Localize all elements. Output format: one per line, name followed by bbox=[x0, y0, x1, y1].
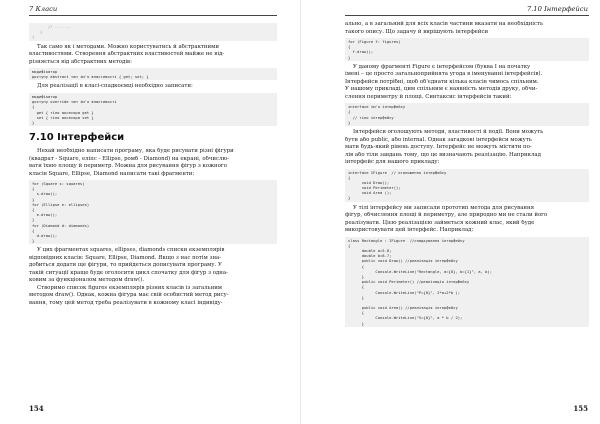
paragraph-line: Так само як і методами. Можно користуватись й абстрактними bbox=[37, 43, 219, 50]
code-line: { bbox=[32, 207, 35, 212]
running-head-right: 7.10 Інтерфейси bbox=[526, 5, 588, 13]
code-line: Console.WriteLine("S={0}", a * b / 2); bbox=[348, 315, 463, 321]
code-line: } bbox=[32, 217, 35, 223]
code-line: } bbox=[348, 119, 351, 125]
code-line: get { тіло аксесора get } bbox=[32, 109, 94, 115]
paragraph-line: У тілі інтерфейсу ми записали прототип метода для рисування bbox=[353, 204, 535, 211]
paragraph-line: добиться додати ще фігури, то прийдеться дописувати програму. У bbox=[29, 262, 222, 269]
code-line: доступу override тип ім'я властивості bbox=[32, 99, 117, 105]
code-line: модифікатор bbox=[32, 93, 58, 99]
code-line: { bbox=[348, 242, 351, 248]
left-page-body bbox=[29, 21, 277, 307]
paragraph-line: такій ситуації краще буде оголосити цикл спочатку для фігур з одна- bbox=[29, 269, 228, 276]
paragraph-line: реалізувати. Цією реалізацією займеться кожний клас, який буде bbox=[345, 219, 535, 226]
code-line: s.draw(); bbox=[32, 191, 58, 197]
code-line: } bbox=[32, 119, 35, 125]
paragraph-line: вання, тому цей метод треба реалізувати в кожному класі індивіду- bbox=[29, 299, 223, 306]
code-block-loops bbox=[29, 180, 277, 244]
code-line: set { тіло аксесора set } bbox=[32, 114, 94, 120]
code-line: { bbox=[32, 186, 35, 192]
code-line: } bbox=[348, 294, 365, 300]
code-line: { bbox=[348, 310, 365, 316]
code-block-ifigure bbox=[345, 169, 589, 202]
code-line: Console.WriteLine("P={0}", 2*a+2*b ); bbox=[348, 289, 461, 295]
code-block-abstract bbox=[29, 68, 277, 80]
code-line: { bbox=[348, 44, 351, 50]
right-page bbox=[300, 0, 600, 424]
code-line: public void Area() //реалізація інтерфейсу bbox=[348, 305, 458, 311]
code-line: } bbox=[348, 273, 365, 279]
paragraph-line: вати їхню площу й периметр. Можна для рисування фігур з кожного bbox=[29, 163, 227, 170]
paragraph-line: Інтерфейси оголошують методи, властивості й події. Вони можуть bbox=[353, 129, 544, 135]
paragraph-line: використовувати цей інтерфейс. Наприклад: bbox=[345, 227, 474, 234]
code-line: for (Figure f: figures) bbox=[348, 39, 401, 44]
code-line: interface IFigure // оголошення інтерфейсу bbox=[348, 169, 447, 175]
code-line: d.draw(); bbox=[32, 232, 58, 238]
code-line: void Perimeter(); bbox=[348, 185, 401, 191]
running-head-left: 7 Класи bbox=[29, 5, 58, 13]
code-line: // ....... bbox=[48, 24, 71, 29]
paragraph-line: Створимо список figures екземплярів різних класів із загальним bbox=[37, 284, 222, 291]
code-line: } bbox=[32, 196, 35, 202]
code-line: void Area (); bbox=[348, 190, 392, 196]
code-line: for (Diamond d: diamonds) bbox=[32, 222, 90, 228]
code-line: class Rectangle : IFigure //спадкування інтерфейсу bbox=[348, 237, 465, 243]
code-line: f.draw(); bbox=[348, 49, 374, 55]
paragraph-line: імені – це просто загальноприйнята угода в іменуванні інтерфейсів). bbox=[345, 71, 543, 78]
paragraph-line: фігур, обчислення площі й периметру, але природно ми не стали його bbox=[345, 212, 548, 219]
code-line: for (Ellipse e: ellipses) bbox=[32, 201, 90, 207]
code-line: { bbox=[348, 284, 365, 290]
code-line: } bbox=[32, 34, 35, 40]
code-line: } bbox=[348, 54, 351, 60]
code-block-interface-syntax bbox=[345, 103, 589, 126]
paragraph-line: мати будь-який рівень доступу. Інтерфейс не можуть містити по- bbox=[345, 144, 532, 150]
paragraph-line: У даному фрагменті Figure є інтерфейсом (буква I на початку bbox=[353, 63, 531, 70]
paragraph-line: У нашому прикладі, цим спільним є наявність методів друку, обчи- bbox=[345, 86, 538, 93]
section-title: 7.10 Інтерфейси bbox=[29, 132, 125, 144]
paragraph-line: Нехай необхідно написати програму, яка буде рисувати різні фігури bbox=[37, 148, 234, 155]
paragraph-line: ально, а в загальний для всіх класів частини вказати на необхідність bbox=[345, 21, 543, 27]
code-line: { bbox=[348, 174, 351, 180]
code-block-rectangle bbox=[345, 237, 589, 327]
paragraph-line: Інтерфейси потрібні, щоб об'єднати кілька класів чимось спільним. bbox=[345, 78, 539, 85]
code-line: Console.WriteLine("Rectangle, a={0}, b={1}", a, b); bbox=[348, 268, 493, 274]
code-line: double b=8.7; bbox=[348, 253, 392, 259]
code-block-foreach bbox=[345, 38, 589, 61]
code-line: доступу abstract тип ім'я властивості { get; set; } bbox=[32, 74, 149, 80]
paragraph-line: Для реалізації в класі-спадкоємці необхідно записати: bbox=[37, 83, 193, 90]
paragraph-line: різняється від абстрактних методів: bbox=[29, 58, 132, 65]
header-rule bbox=[29, 15, 277, 16]
paragraph-line: такого опису. Що задачу й вирішують інтерфейси bbox=[345, 28, 489, 35]
paragraph-line: властивостями. Створення абстрактних властивостей майже не від- bbox=[29, 51, 225, 58]
paragraph-line: ковим за функціоналом методом draw(). bbox=[29, 277, 145, 284]
paragraph-line: У цих фрагментах squares, ellipses, diamonds списки екземплярів bbox=[37, 247, 225, 254]
code-line: double a=5.8; bbox=[348, 248, 392, 253]
code-line: e.draw(); bbox=[32, 212, 58, 218]
code-line: { bbox=[32, 104, 35, 110]
paragraph-line: бути або public, або internal. Однак загадкові інтерфейси можуть bbox=[345, 136, 532, 143]
right-page-body bbox=[345, 21, 589, 330]
code-line: // тіло інтерфейсу bbox=[348, 114, 394, 120]
code-block-top bbox=[29, 23, 277, 41]
paragraph-line: слення периметру й площі. Синтаксис інтерфейсів такий: bbox=[345, 93, 512, 100]
paragraph-line: інтерфейс для нашого прикладу: bbox=[345, 159, 440, 165]
code-line: } bbox=[32, 238, 35, 244]
paragraph-line: методом draw(). Однак, кожна фігура має свій особистий метод рису- bbox=[29, 292, 229, 299]
code-line: } bbox=[348, 320, 365, 326]
code-line: { bbox=[32, 227, 35, 233]
paragraph-line: відповідних класів: Square, Ellipse, Diamond. Якщо з нас потім зна- bbox=[29, 254, 222, 261]
code-line: модифікатор bbox=[32, 69, 58, 75]
code-line: for (Square s: squares) bbox=[32, 181, 85, 187]
code-line: } bbox=[348, 195, 351, 201]
code-block-override bbox=[29, 93, 277, 126]
page-number-left: 154 bbox=[29, 404, 44, 413]
page-number-right: 155 bbox=[573, 404, 588, 413]
code-line: } bbox=[40, 29, 43, 35]
paragraph-line: класів Square, Ellipse, Diamond написати такі фрагменти: bbox=[29, 170, 195, 177]
code-line: interface ім'я інтерфейсу bbox=[348, 104, 406, 110]
header-rule bbox=[345, 15, 589, 16]
code-line: { bbox=[348, 109, 351, 115]
code-line: public void Perimeter() //реалізація інтерфейсу bbox=[348, 279, 470, 285]
code-line: public void Draw() //реалізація інтерфейсу bbox=[348, 258, 458, 264]
code-line: void Draw(); bbox=[348, 179, 390, 185]
paragraph-line: лів або тіли завдань тому, що це визначають реалізацію. Наприклад bbox=[345, 151, 541, 158]
paragraph-line: (квадрат - Square, еліпс - Ellipse, ромб - Diamond) на екрані, обчислю- bbox=[29, 155, 229, 162]
code-line: { bbox=[348, 263, 365, 269]
